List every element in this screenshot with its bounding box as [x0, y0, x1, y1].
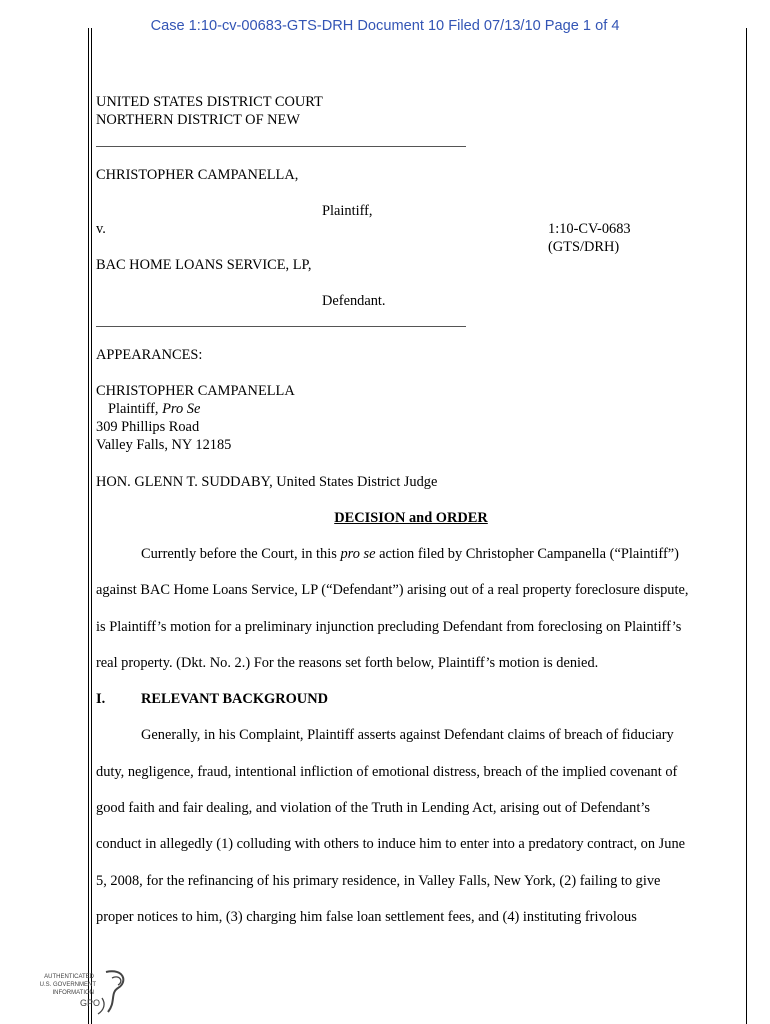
defendant-role: Defendant. — [322, 293, 386, 309]
svg-text:AUTHENTICATED: AUTHENTICATED — [44, 974, 94, 980]
defendant-name: BAC HOME LOANS SERVICE, LP, — [96, 257, 312, 273]
judge-initials: (GTS/DRH) — [548, 239, 620, 255]
plaintiff-role: Plaintiff, — [322, 203, 373, 219]
para1-line4: real property. (Dkt. No. 2.) For the reasons set forth below, Plaintiff’s motion is denied. — [96, 655, 599, 671]
para2-line4: conduct in allegedly (1) colluding with others to induce him to enter into a predatory contract, on June — [96, 836, 686, 852]
case-number: 1:10-CV-0683 — [548, 221, 631, 237]
svg-text:GPO: GPO — [79, 998, 100, 1008]
para1-line2: against BAC Home Loans Service, LP (“Defendant”) arising out of a real property foreclosure dispute, — [96, 582, 689, 598]
versus: v. — [96, 221, 106, 237]
caption-rule-top — [96, 146, 466, 147]
para1-line3: is Plaintiff’s motion for a preliminary injunction precluding Defendant from foreclosing on Plaintiff’s — [96, 619, 682, 635]
appearance-party-role: Plaintiff, Pro Se — [108, 401, 201, 417]
plaintiff-name: CHRISTOPHER CAMPANELLA, — [96, 167, 299, 183]
court-district: NORTHERN DISTRICT OF NEW — [96, 112, 300, 128]
para2-line5: 5, 2008, for the refinancing of his primary residence, in Valley Falls, New York, (2) failing to give — [96, 873, 661, 889]
appearance-address-line1: 309 Phillips Road — [96, 419, 200, 435]
caption-rule-bottom — [96, 326, 466, 327]
para2-line2: duty, negligence, fraud, intentional infliction of emotional distress, breach of the implied covenant of — [96, 764, 678, 780]
ecf-header: Case 1:10-cv-00683-GTS-DRH Document 10 Filed 07/13/10 Page 1 of 4 — [150, 18, 620, 34]
svg-text:U.S. GOVERNMENT: U.S. GOVERNMENT — [39, 982, 96, 988]
presiding-judge: HON. GLENN T. SUDDABY, United States District Judge — [96, 474, 438, 490]
para1-line1: Currently before the Court, in this pro se action filed by Christopher Campanella (“Plaintiff”) — [141, 546, 679, 562]
svg-text:INFORMATION: INFORMATION — [52, 990, 94, 996]
para2-line1: Generally, in his Complaint, Plaintiff asserts against Defendant claims of breach of fiduciary — [141, 727, 674, 743]
section-title: RELEVANT BACKGROUND — [141, 691, 328, 707]
para2-line3: good faith and fair dealing, and violation of the Truth in Lending Act, arising out of Defendant’s — [96, 800, 650, 816]
gpo-authentication-seal-icon — [38, 968, 130, 1018]
court-name: UNITED STATES DISTRICT COURT — [96, 94, 323, 110]
appearance-address-line2: Valley Falls, NY 12185 — [96, 437, 232, 453]
section-number: I. — [96, 691, 106, 707]
appearance-party-name: CHRISTOPHER CAMPANELLA — [96, 383, 295, 399]
document-title: DECISION and ORDER — [334, 510, 488, 526]
para2-line6: proper notices to him, (3) charging him false loan settlement fees, and (4) instituting frivolous — [96, 909, 637, 925]
appearances-heading: APPEARANCES: — [96, 347, 203, 363]
